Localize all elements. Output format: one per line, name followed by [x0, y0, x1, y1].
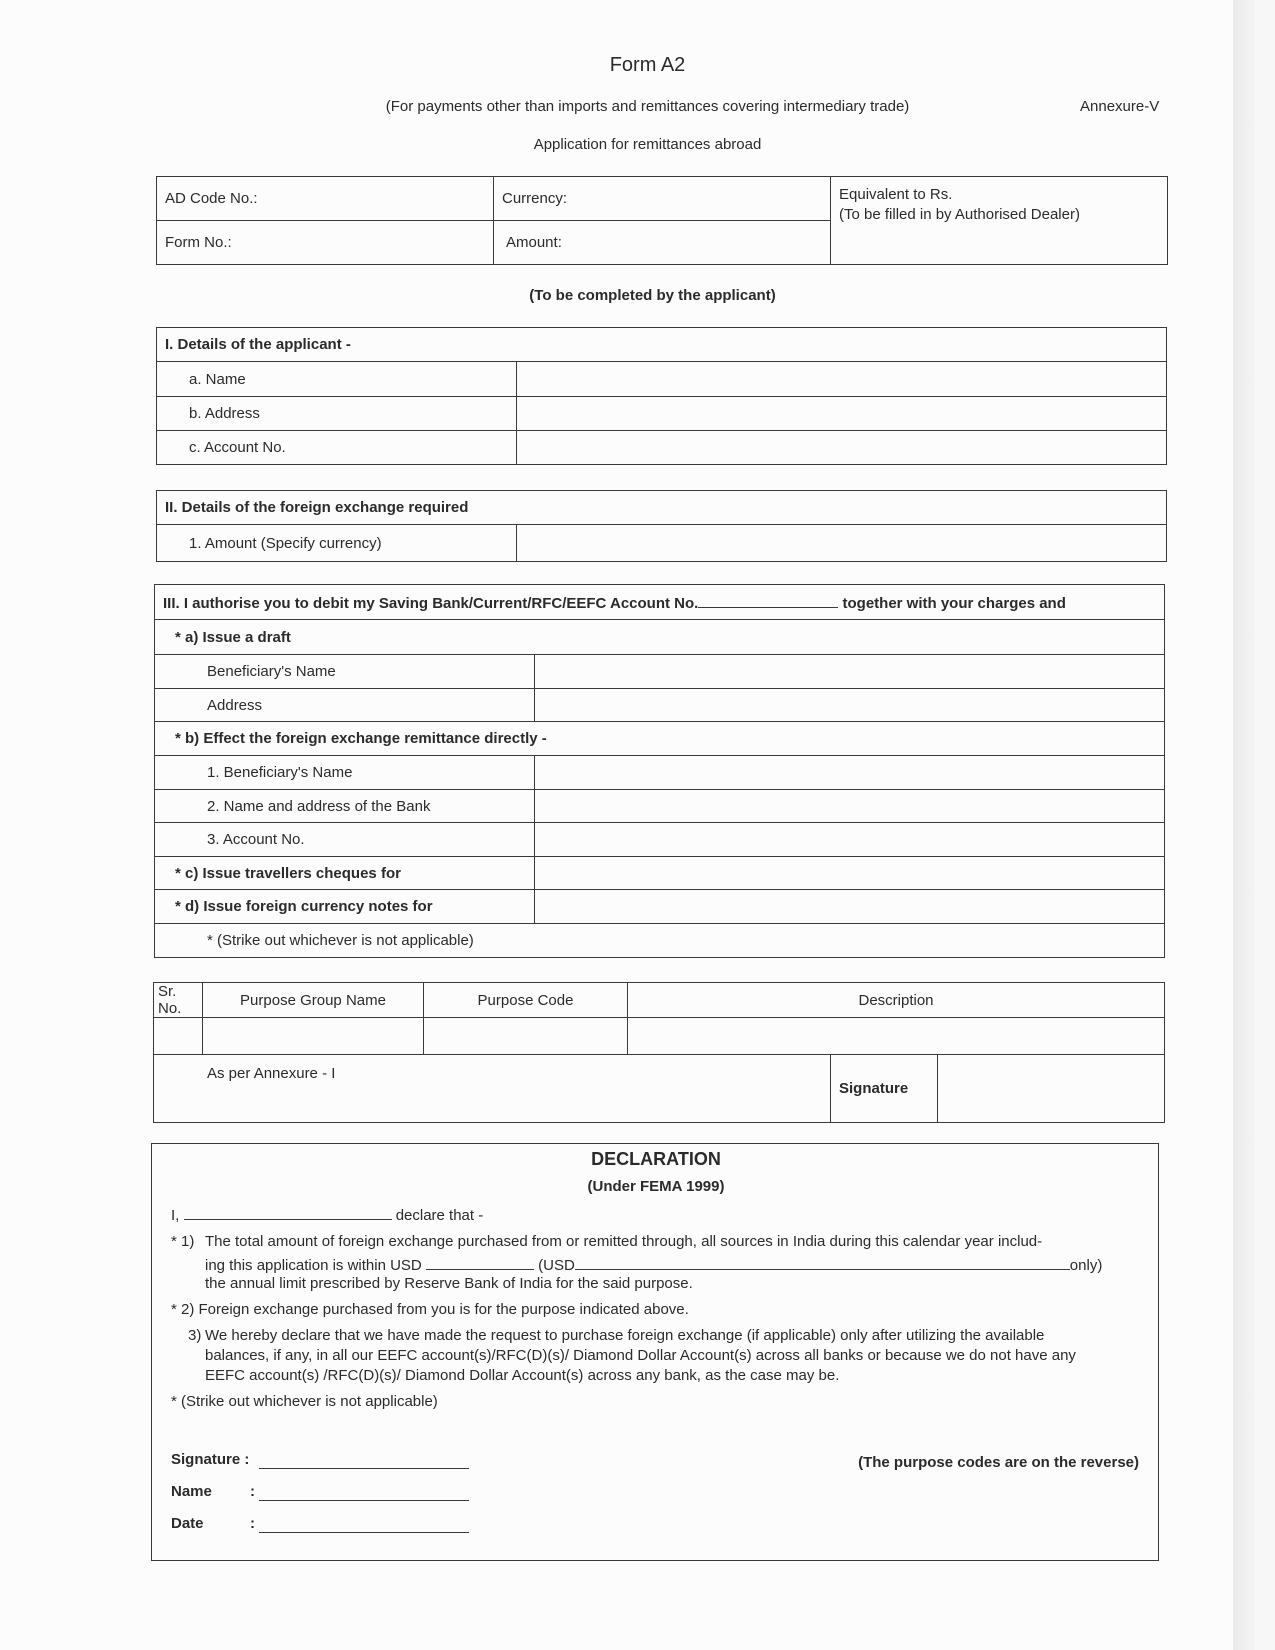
top-box: [156, 176, 1168, 265]
p3-line-a: We hereby declare that we have made the request to purchase foreign exchange (if applicable) only after utilizing the available: [205, 1327, 1045, 1344]
purpose-group-cell[interactable]: [203, 1018, 424, 1055]
currency-notes-label: * d) Issue foreign currency notes for: [155, 890, 535, 924]
section-fx-required: [156, 490, 1167, 562]
travellers-cheques-field[interactable]: [535, 857, 1165, 890]
p1-usd-text: ing this application is within USD: [205, 1257, 422, 1274]
declaration-title: DECLARATION: [591, 1149, 721, 1169]
p2-line: * 2) Foreign exchange purchased from you is for the purpose indicated above.: [171, 1301, 689, 1318]
signature-label: Signature: [831, 1055, 938, 1123]
applicant-name-label: a. Name: [157, 362, 517, 397]
purpose-table: [153, 982, 1165, 1055]
currency-label: Currency:: [502, 190, 568, 207]
p1-only-text: only): [1069, 1257, 1103, 1274]
draft-beneficiary-field[interactable]: [535, 655, 1165, 689]
purpose-code-cell[interactable]: [424, 1018, 628, 1055]
draft-address-field[interactable]: [535, 689, 1165, 722]
section-fx-heading: II. Details of the foreign exchange required: [157, 491, 1167, 525]
authorise-line: [155, 585, 1165, 620]
applicant-note: (To be completed by the applicant): [529, 287, 776, 304]
remit-account-field[interactable]: [535, 823, 1165, 857]
remittance-direct-label: * b) Effect the foreign exchange remittance directly -: [155, 722, 1165, 756]
signature-field[interactable]: [938, 1055, 1165, 1123]
ad-code-label: AD Code No.:: [165, 190, 258, 207]
draft-address-label: Address: [155, 689, 535, 722]
form-purpose-line: Application for remittances abroad: [533, 136, 762, 153]
equivalent-label: Equivalent to Rs.: [839, 186, 953, 203]
purpose-codes-reverse-note: (The purpose codes are on the reverse): [858, 1454, 1139, 1471]
annexure-ref: As per Annexure - I: [207, 1065, 336, 1082]
decl-name-blank[interactable]: [259, 1485, 469, 1501]
draft-beneficiary-label: Beneficiary's Name: [155, 655, 535, 689]
applicant-account-label: c. Account No.: [157, 431, 517, 465]
applicant-address-field[interactable]: [517, 397, 1167, 431]
equivalent-field[interactable]: [831, 177, 1168, 265]
currency-field[interactable]: [494, 177, 831, 221]
purpose-col-srno: Sr. No.: [154, 983, 203, 1018]
decl-name-colon: :: [250, 1483, 255, 1500]
applicant-name-field[interactable]: [517, 362, 1167, 397]
decl-date-blank[interactable]: [259, 1517, 469, 1533]
purpose-description-cell[interactable]: [628, 1018, 1165, 1055]
authorise-text: III. I authorise you to debit my Saving Bank/Current/RFC/EEFC Account No.: [163, 595, 699, 612]
ad-code-field[interactable]: [157, 177, 494, 221]
purpose-srno-cell[interactable]: [154, 1018, 203, 1055]
purpose-col-description: Description: [628, 983, 1165, 1018]
strike-out-note: * (Strike out whichever is not applicable): [155, 924, 1165, 958]
declaration-strike-note: * (Strike out whichever is not applicable): [171, 1393, 438, 1410]
authorise-tail: together with your charges and: [842, 595, 1066, 612]
p1-number: * 1): [171, 1233, 195, 1250]
remit-beneficiary-field[interactable]: [535, 756, 1165, 790]
decl-date-label: Date: [171, 1515, 204, 1532]
remit-bank-label: 2. Name and address of the Bank: [155, 790, 535, 823]
p1-usd-words-text: (USD: [538, 1257, 575, 1274]
p3-number: 3): [188, 1327, 202, 1344]
declarant-line: [171, 1204, 483, 1224]
purpose-col-group: Purpose Group Name: [203, 983, 424, 1018]
decl-date-colon: :: [250, 1515, 255, 1532]
p1-line-b: [205, 1254, 1149, 1274]
travellers-cheques-label: * c) Issue travellers cheques for: [155, 857, 535, 890]
usd-words-blank[interactable]: [575, 1254, 1070, 1270]
applicant-account-field[interactable]: [517, 431, 1167, 465]
currency-notes-field[interactable]: [535, 890, 1165, 924]
declarant-prefix: I,: [171, 1207, 180, 1224]
account-no-blank[interactable]: [698, 592, 838, 608]
declaration-sub: (Under FEMA 1999): [587, 1178, 725, 1195]
purpose-signature-box: [153, 1054, 1165, 1123]
purpose-col-code: Purpose Code: [424, 983, 628, 1018]
annexure-ref-cell: [154, 1055, 831, 1123]
p1-line-c: the annual limit prescribed by Reserve Bank of India for the said purpose.: [205, 1275, 693, 1292]
usd-amount-blank[interactable]: [426, 1254, 534, 1270]
fx-amount-field[interactable]: [517, 525, 1167, 562]
declare-text: declare that -: [395, 1207, 484, 1224]
remit-bank-field[interactable]: [535, 790, 1165, 823]
decl-signature-blank[interactable]: [259, 1453, 469, 1469]
fx-amount-label: 1. Amount (Specify currency): [157, 525, 517, 562]
form-subtitle: (For payments other than imports and remittances covering intermediary trade): [385, 98, 910, 115]
form-title: Form A2: [609, 54, 686, 76]
declaration-box: [151, 1143, 1159, 1561]
p3-line-c: EEFC account(s) /RFC(D)(s)/ Diamond Dollar Account(s) across any bank, as the case may be.: [205, 1367, 840, 1384]
decl-signature-label: Signature :: [171, 1451, 250, 1468]
form-no-field[interactable]: [157, 221, 494, 265]
decl-name-label: Name: [171, 1483, 212, 1500]
applicant-address-label: b. Address: [157, 397, 517, 431]
declarant-name-blank[interactable]: [184, 1204, 392, 1220]
p3-line-b: balances, if any, in all our EEFC account(s)/RFC(D)(s)/ Diamond Dollar Account(s) across all banks or because we do not have any: [205, 1347, 1076, 1364]
section-applicant: [156, 327, 1167, 465]
issue-draft-label: * a) Issue a draft: [155, 620, 1165, 655]
amount-field[interactable]: [494, 221, 831, 265]
form-no-label: Form No.:: [165, 234, 232, 251]
remit-account-label: 3. Account No.: [155, 823, 535, 857]
amount-label: Amount:: [506, 234, 562, 251]
p1-line-a: The total amount of foreign exchange purchased from or remitted through, all sources in India during this calendar year includ-: [205, 1233, 1043, 1250]
page-edge: [1233, 0, 1255, 1650]
section-authorisation: [154, 584, 1165, 958]
section-applicant-heading: I. Details of the applicant -: [157, 328, 1167, 362]
equivalent-note: (To be filled in by Authorised Dealer): [839, 206, 1080, 223]
remit-beneficiary-label: 1. Beneficiary's Name: [155, 756, 535, 790]
annexure-label: Annexure-V: [1080, 98, 1160, 115]
